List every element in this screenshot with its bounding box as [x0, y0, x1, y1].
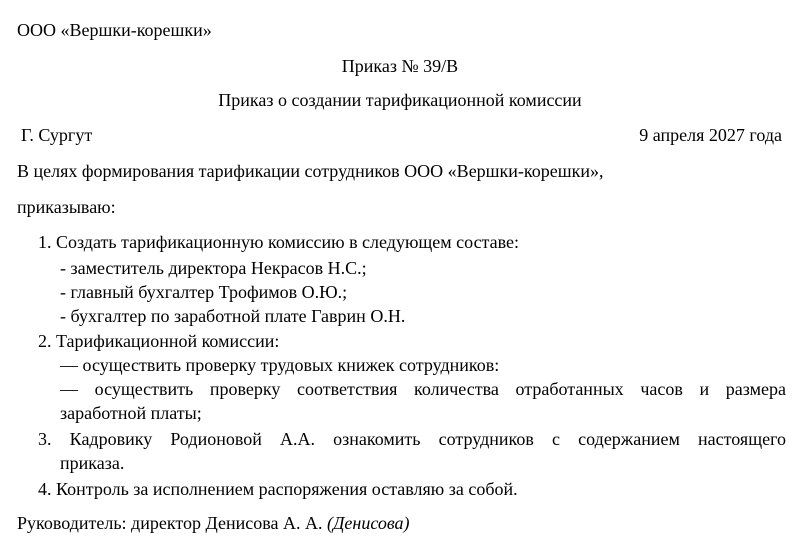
signature-line [17, 511, 410, 535]
order-directive-word: приказываю: [17, 197, 116, 217]
order-title: Приказ о создании тарификационной комиссии [218, 90, 582, 110]
commission-task-continuation: заработной платы; [60, 403, 202, 423]
order-item-4 [38, 477, 518, 501]
organization-name: ООО «Вершки-корешки» [17, 20, 212, 40]
order-item-3-continuation: приказа. [60, 453, 125, 473]
commission-task: — осуществить проверку соответствия количества отработанных часов и размера [60, 379, 786, 399]
order-item-2 [38, 329, 279, 353]
commission-member: - главный бухгалтер Трофимов О.Ю.; [60, 282, 348, 302]
commission-task: — осуществить проверку трудовых книжек сотрудников: [60, 355, 500, 375]
commission-member: - бухгалтер по заработной плате Гаврин О.Н. [60, 306, 406, 326]
order-item-3 [38, 427, 786, 451]
item-text: Тарификационной комиссии: [56, 331, 280, 351]
order-number: Приказ № 39/В [341, 56, 459, 76]
item-text: Создать тарификационную комиссию в следующем составе: [56, 232, 520, 252]
item-text: Контроль за исполнением распоряжения оставляю за собой. [56, 479, 518, 499]
order-preamble: В целях формирования тарификации сотрудников ООО «Вершки-корешки», [17, 161, 604, 181]
item-number: 3. [38, 429, 52, 449]
signature-name: (Денисова) [326, 513, 410, 533]
item-text: Кадровику Родионовой А.А. ознакомить сотрудников с содержанием настоящего [69, 429, 786, 449]
order-city: Г. Сургут [21, 125, 93, 145]
item-number: 1. [38, 232, 52, 252]
commission-member: - заместитель директора Некрасов Н.С.; [60, 258, 367, 278]
order-item-1 [38, 230, 519, 254]
order-date: 9 апреля 2027 года [639, 125, 782, 145]
signature-label: Руководитель: директор Денисова А. А. [17, 513, 323, 533]
item-number: 2. [38, 331, 52, 351]
item-number: 4. [38, 479, 52, 499]
